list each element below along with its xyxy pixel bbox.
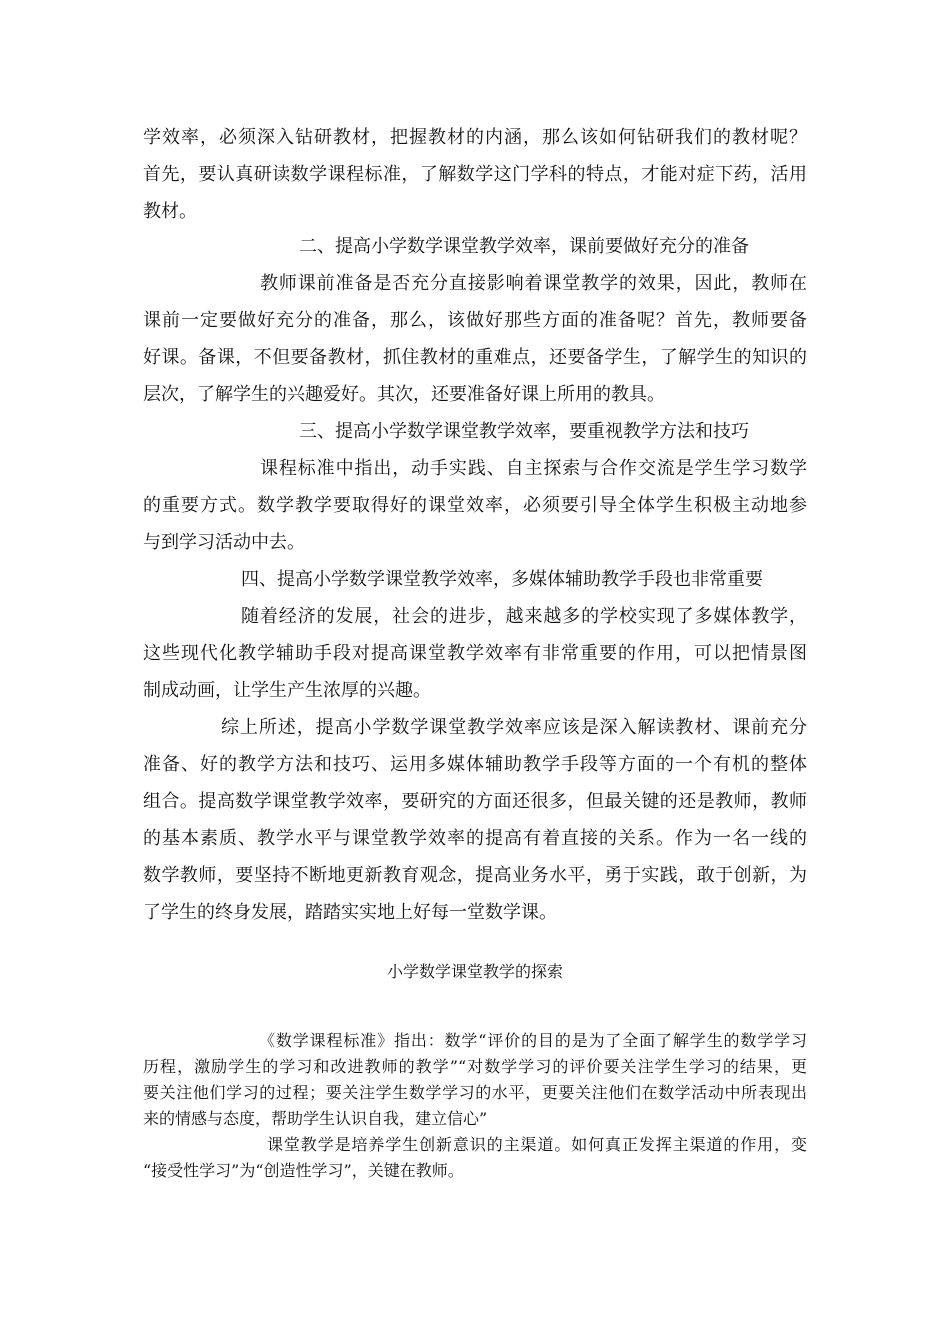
paragraph-line: 数学教师，要坚持不断地更新教育观念，提高业务水平，勇于实践，敢于创新，为 [143, 865, 807, 886]
section-heading: 四、提高小学数学课堂教学效率，多媒体辅助教学手段也非常重要 [241, 569, 763, 590]
paragraph-line: 首先，要认真研读数学课程标准，了解数学这门学科的特点，才能对症下药，活用 [143, 164, 807, 185]
section-heading: 二、提高小学数学课堂教学效率，课前要做好充分的准备 [299, 236, 749, 257]
paragraph-line: 这些现代化教学辅助手段对提高课堂教学效率有非常重要的作用，可以把情景图 [143, 643, 807, 664]
paragraph-line: 了学生的终身发展，踏踏实实地上好每一堂数学课。 [143, 902, 557, 923]
paragraph-line: 课堂教学是培养学生创新意识的主渠道。如何真正发挥主渠道的作用，变 [267, 1135, 807, 1154]
paragraph-line: 来的情感与态度，帮助学生认识自我，建立信心” [143, 1109, 488, 1128]
paragraph-line: 准备、好的教学方法和技巧、运用多媒体辅助教学手段等方面的一个有机的整体 [143, 754, 807, 775]
paragraph-line: 教师课前准备是否充分直接影响着课堂教学的效果，因此，教师在 [260, 273, 807, 294]
article-title: 小学数学课堂教学的探索 [386, 962, 563, 981]
paragraph-line: 好课。备课，不但要备教材，抓住教材的重难点，还要备学生，了解学生的知识的 [143, 347, 807, 368]
paragraph-line: 层次，了解学生的兴趣爱好。其次，还要准备好课上所用的教具。 [143, 384, 665, 405]
paragraph-line: 学效率，必须深入钻研教材，把握教材的内涵，那么该如何钻研我们的教材呢？ [143, 127, 807, 148]
paragraph-line: 与到学习活动中去。 [143, 532, 305, 553]
paragraph-line: 教材。 [143, 201, 197, 222]
paragraph-line: 综上所述，提高小学数学课堂教学效率应该是深入解读教材、课前充分 [221, 717, 807, 738]
paragraph-line: 课程标准中指出，动手实践、自主探索与合作交流是学生学习数学 [260, 458, 807, 479]
paragraph-line: 历程，激励学生的学习和改进教师的教学”“对数学学习的评价要关注学生学习的结果，更 [143, 1057, 807, 1076]
paragraph-line: 课前一定要做好充分的准备，那么，该做好那些方面的准备呢？首先，教师要备 [143, 310, 807, 331]
paragraph-line: “接受性学习”为“创造性学习”，关键在教师。 [143, 1161, 464, 1180]
paragraph-line: 组合。提高数学课堂教学效率，要研究的方面还很多，但最关键的还是教师，教师 [143, 791, 807, 812]
paragraph-line: 随着经济的发展，社会的进步，越来越多的学校实现了多媒体教学， [241, 606, 807, 627]
paragraph-line: 要关注他们学习的过程；要关注学生数学学习的水平，更要关注他们在数学活动中所表现出 [143, 1083, 807, 1102]
paragraph-line: 《数学课程标准》指出：数学“评价的目的是为了全面了解学生的数学学习 [259, 1031, 807, 1050]
paragraph-line: 制成动画，让学生产生浓厚的兴趣。 [143, 680, 431, 701]
section-heading: 三、提高小学数学课堂教学效率，要重视教学方法和技巧 [299, 421, 749, 442]
paragraph-line: 的重要方式。数学教学要取得好的课堂效率，必须要引导全体学生积极主动地参 [143, 495, 807, 516]
paragraph-line: 的基本素质、教学水平与课堂教学效率的提高有着直接的关系。作为一名一线的 [143, 828, 807, 849]
